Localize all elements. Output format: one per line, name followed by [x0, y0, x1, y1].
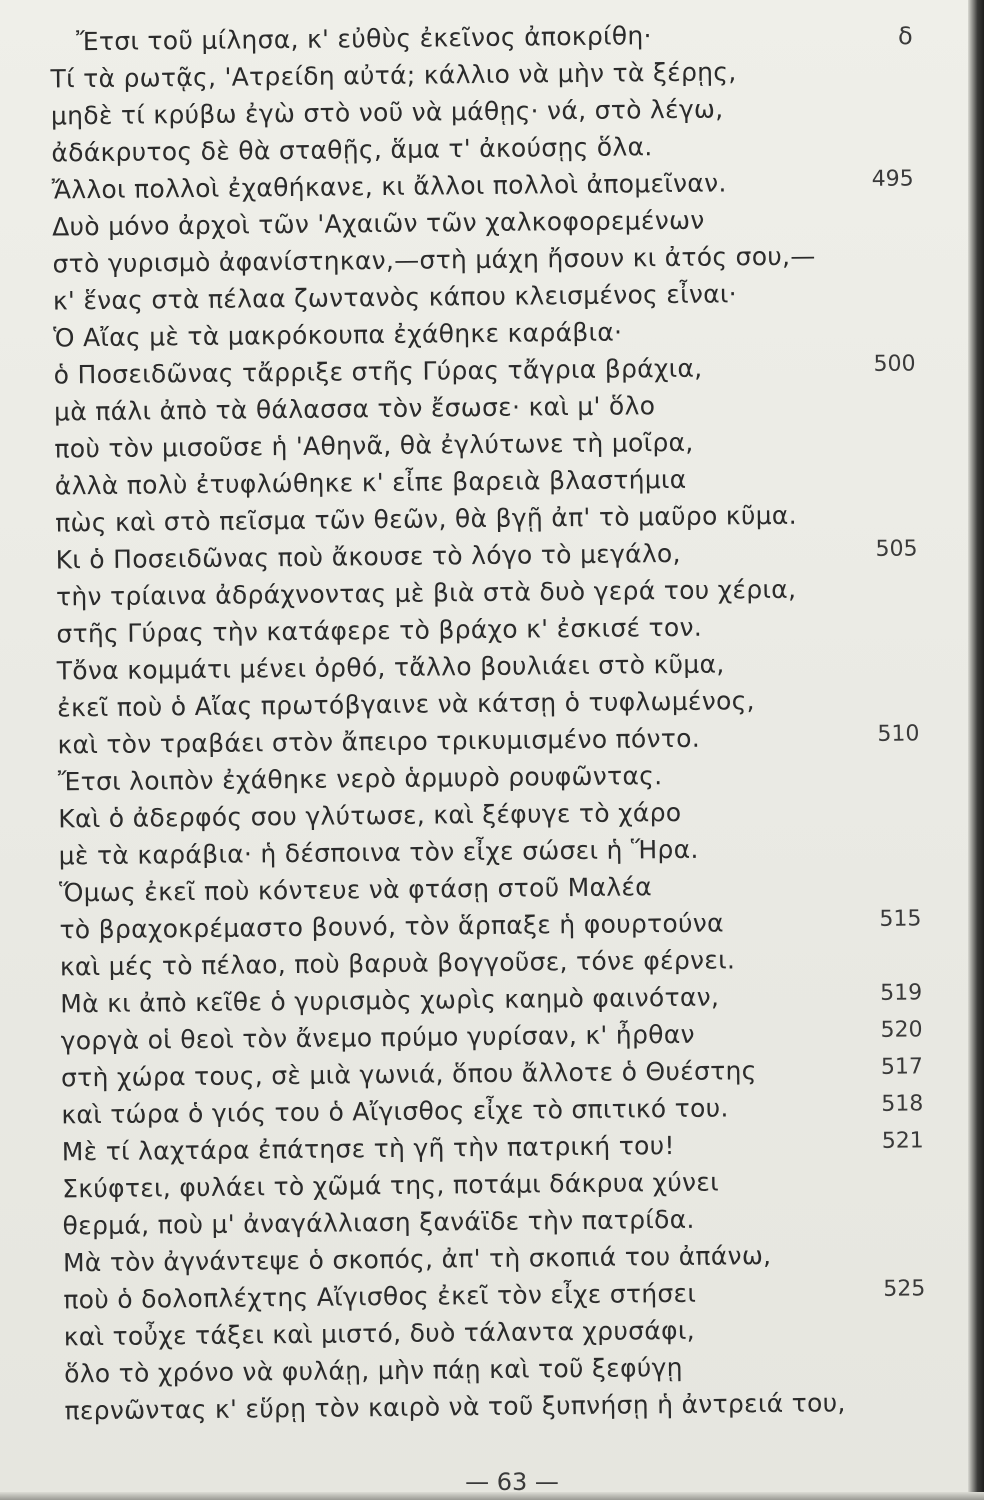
verse-number: 519	[880, 980, 923, 1006]
verse-number: 525	[883, 1276, 926, 1302]
verse-text: ὁ Ποσειδῶνας τἄρριξε στῆς Γύρας τἄγρια βράχια,	[53, 353, 703, 390]
verse-text: τὴν τρίαινα ἀδράχνοντας μὲ βιὰ στὰ δυὸ γερά του χέρια,	[55, 574, 797, 612]
verse-number: 495	[871, 166, 914, 192]
verse-text: Ὅμως ἐκεῖ ποὺ κόντευε νὰ φτάσῃ στοῦ Μαλέα	[58, 872, 653, 908]
verse-text: περνῶντας κ' εὕρῃ τὸν καιρὸ νὰ τοῦ ξυπνήσῃ ἡ ἀντρειά του,	[64, 1388, 846, 1426]
verse-text: ποὺ ὁ δολοπλέχτης Αἴγισθος ἐκεῖ τὸν εἶχε στήσει	[63, 1278, 697, 1315]
verse-text: Δυὸ μόνο ἀρχοὶ τῶν 'Αχαιῶν τῶν χαλκοφορεμένων	[51, 205, 705, 242]
verse-text: καὶ τοὖχε τάξει καὶ μιστό, δυὸ τάλαντα χρυσάφι,	[63, 1315, 696, 1352]
verse-number: 521	[881, 1128, 924, 1154]
verse-number: 517	[880, 1054, 924, 1080]
verse-text: στὴ χώρα τους, σὲ μιὰ γωνιά, ὅπου ἄλλοτε ὁ Θυέστης	[60, 1056, 757, 1093]
verse-text: καὶ τὸν τραβάει στὸν ἄπειρο τρικυμισμένο πόντο.	[57, 723, 701, 760]
verse-text: Κι ὁ Ποσειδῶνας ποὺ ἄκουσε τὸ λόγο τὸ μεγάλο,	[55, 538, 681, 575]
verse-text: ὅλο τὸ χρόνο νὰ φυλάῃ, μὴν πάῃ καὶ τοῦ ξεφύγῃ	[63, 1352, 683, 1389]
verse-number: 520	[880, 1017, 923, 1043]
verse-text: Σκύφτει, φυλάει τὸ χῶμά της, ποτάμι δάκρυα χύνει	[62, 1167, 720, 1204]
verse-number: 505	[875, 536, 918, 562]
verse-text: πὼς καὶ στὸ πεῖσμα τῶν θεῶν, θὰ βγῇ ἀπ' τὸ μαῦρο κῦμα.	[55, 500, 798, 538]
verse-number: 500	[873, 351, 916, 377]
verse-text: Μὰ κι ἀπὸ κεῖθε ὁ γυρισμὸς χωρὶς καημὸ φαινόταν,	[60, 982, 720, 1019]
verse-text: στῆς Γύρας τὴν κατάφερε τὸ βράχο κ' ἐσκισέ τον.	[56, 612, 703, 649]
verse-text: μὰ πάλι ἀπὸ τὰ θάλασσα τὸν ἔσωσε· καὶ μ' ὅλο	[53, 391, 656, 427]
verse-text: Ἔτσι τοῦ μίλησα, κ' εὐθὺς ἐκεῖνος ἀποκρίθη·	[76, 21, 652, 57]
verse-list	[0, 14, 983, 1430]
verse-text: ἀλλὰ πολὺ ἐτυφλώθηκε κ' εἶπε βαρειὰ βλαστήμια	[54, 464, 687, 501]
verse-number: 510	[877, 721, 920, 747]
verse-text: Καὶ ὁ ἀδερφός σου γλύτωσε, καὶ ξέφυγε τὸ χάρο	[58, 797, 682, 834]
verse-text: Μὰ τὸν ἀγνάντεψε ὁ σκοπός, ἀπ' τὴ σκοπιά του ἀπάνω,	[62, 1240, 772, 1278]
verse-text: θερμά, ποὺ μ' ἀναγάλλιαση ξανάϊδε τὴν πατρίδα.	[62, 1204, 695, 1241]
verse-text: μηδὲ τί κρύβω ἐγὼ στὸ νοῦ νὰ μάθῃς· νά, στὸ λέγω,	[50, 94, 724, 131]
verse-text: στὸ γυρισμὸ ἀφανίστηκαν,—στὴ μάχη ἤσουν κι ἀτός σου,—	[52, 241, 816, 279]
verse-text: ἐκεῖ ποὺ ὁ Αἴας πρωτόβγαινε νὰ κάτσῃ ὁ τυφλωμένος,	[57, 686, 755, 723]
verse-text: γοργὰ οἱ θεοὶ τὸν ἄνεμο πρύμο γυρίσαν, κ' ἦρθαν	[60, 1019, 695, 1056]
verse-number: 518	[881, 1091, 924, 1117]
verse-text: καὶ τώρα ὁ γιός του ὁ Αἴγισθος εἶχε τὸ σπιτικό του.	[61, 1093, 729, 1130]
verse-text: Μὲ τί λαχτάρα ἐπάτησε τὴ γῆ τὴν πατρική του!	[61, 1130, 675, 1167]
verse-text: ποὺ τὸν μισοῦσε ἡ 'Αθηνᾶ, θὰ ἐγλύτωνε τὴ μοῖρα,	[54, 427, 694, 464]
verse-text: τὸ βραχοκρέμαστο βουνό, τὸν ἅρπαξε ἡ φουρτούνα	[59, 908, 724, 945]
verse-text: ἀδάκρυτος δὲ θὰ σταθῇς, ἅμα τ' ἀκούσῃς ὅλα.	[51, 132, 653, 168]
verse-text: καὶ μές τὸ πέλαο, ποὺ βαρυὰ βογγοῦσε, τόνε φέρνει.	[59, 945, 736, 982]
verse-number: 515	[879, 906, 922, 932]
verse-text: κ' ἕνας στὰ πέλαα ζωντανὸς κάπου κλεισμένος εἶναι·	[52, 279, 738, 316]
verse-text: Τί τὰ ρωτᾷς, 'Ατρείδη αὐτά; κάλλιο νὰ μὴν τὰ ξέρῃς,	[50, 57, 737, 94]
verse-text: Τὄνα κομμάτι μένει ὀρθό, τἄλλο βουλιάει στὸ κῦμα,	[56, 649, 725, 686]
verse-text: μὲ τὰ καράβια· ἡ δέσποινα τὸν εἶχε σώσει ἡ Ἥρα.	[58, 834, 699, 871]
verse-text: Ἔτσι λοιπὸν ἐχάθηκε νερὸ ἁρμυρὸ ρουφῶντας.	[57, 761, 663, 797]
book-letter: δ	[898, 22, 913, 50]
page-number: — 63 —	[465, 1468, 559, 1496]
verse-text: Ὁ Αἴας μὲ τὰ μακρόκουπα ἐχάθηκε καράβια·	[53, 317, 623, 353]
verse-text: Ἄλλοι πολλοὶ ἐχαθήκανε, κι ἄλλοι πολλοὶ ἀπομεῖναν.	[51, 168, 727, 205]
